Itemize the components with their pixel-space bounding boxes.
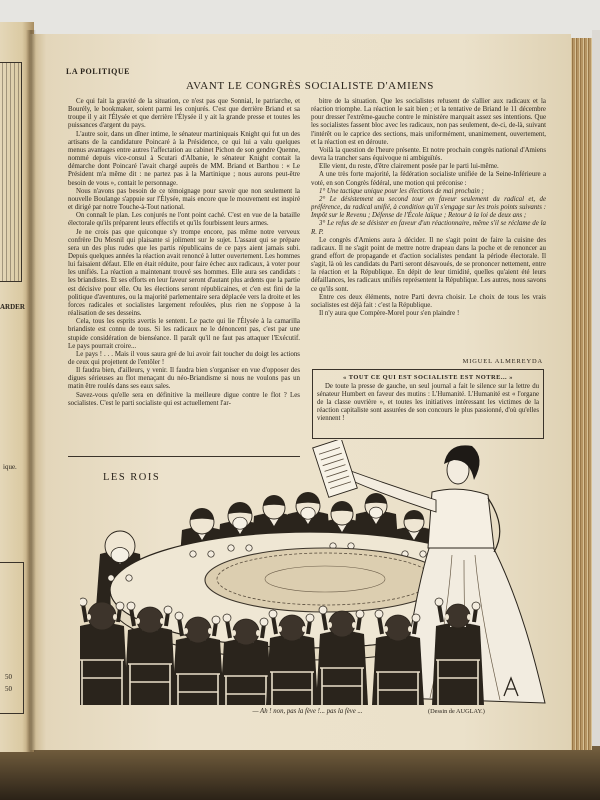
cartoon-title: LES ROIS: [103, 472, 161, 483]
guest-body: [266, 635, 318, 705]
guest-ear: [467, 614, 471, 620]
facing-page-box-frame: [0, 562, 24, 714]
guest-hand: [269, 610, 277, 618]
guest-head: [185, 617, 211, 643]
article-paragraph: Je ne crois pas que quiconque s'y trompe encore, pas même notre verveux confrère Du Mesnil qui plaisante si joliment sur le sujet. L'assaut qui se prépare sera un des plus rudes que les partis républicains de ce pays aient jamais subi. Depuis quelques années la réaction avait renoncé à lutter ouvertement. Les hommes lui faisaient défaut. Elle en était réduite, pour faire échec aux radicaux, à voter pour les unifiés. La réaction a maintenant trouvé ses hommes. Elle aura ses candidats : les briandistes. Et ses efforts en leur faveur seront d'autant plus ardents que la partie est décisive pour elle. Ou les élections seront républicaines, et c'en est fini de la politique d'aventures, ou la majorité parlementaire sera déplacée vers la droite et les forces radicales et socialistes largement refoulées, plus rien ne s'oppose à la réalisation de ses desseins.: [68, 228, 300, 318]
article-paragraph: On connaît le plan. Les conjurés ne l'ont point caché. C'est en vue de la bataille électorale qu'ils préparent leurs effectifs et qu'ils fourbissent leurs armes.: [68, 212, 300, 228]
background-margin: [592, 30, 600, 750]
article-title: AVANT LE CONGRÈS SOCIALISTE D'AMIENS: [186, 80, 434, 92]
guest-beard: [111, 548, 129, 563]
guest-hair: [296, 492, 320, 504]
guest-hand: [246, 545, 252, 551]
facing-page-fragment: ARDER: [0, 303, 25, 311]
guest-body: [372, 635, 424, 705]
guest-hand: [116, 602, 124, 610]
guest-hair: [263, 495, 285, 506]
guest-hair: [404, 510, 424, 520]
article-paragraph: Elle vient, du reste, d'être clairement posée par le parti lui-même.: [319, 163, 499, 171]
guest-hand: [164, 606, 172, 614]
binding-gutter-shadow: [26, 30, 36, 752]
facing-page-fragment: ique.: [3, 463, 17, 471]
guest-hand: [223, 614, 231, 622]
cartoon-caption: — Ah ! non, pas la fève !... pas la fève ...: [252, 708, 363, 715]
guest-ear: [87, 614, 91, 620]
article-paragraph: Il faudra bien, d'ailleurs, y venir. Il faudra bien s'organiser en vue d'opposer des digues sérieuses au flot menaçant du néo-Briandisme si nous ne voulons pas un matin être roulés dans ses eaux sales.: [68, 367, 300, 391]
guest-ear: [232, 630, 236, 636]
guest-head: [385, 615, 411, 641]
guest-head: [329, 611, 355, 637]
cartoon-credit: (Dessin de AUGLAY.): [428, 708, 485, 715]
article-left-column: [68, 98, 300, 454]
marianne-raised-arm: [348, 470, 436, 512]
guest-hand: [319, 606, 327, 614]
guest-head: [88, 602, 116, 630]
guest-hair: [365, 493, 387, 504]
guest-hand: [80, 598, 87, 606]
cartoon-drawing: [80, 440, 550, 705]
guest-hand: [228, 545, 234, 551]
facing-page-fragment: 50: [5, 685, 12, 693]
notice-heading: « TOUT CE QUI EST SOCIALISTE EST NOTRE... »: [343, 374, 513, 381]
guest-body: [432, 623, 484, 705]
guest-ear: [302, 626, 306, 632]
guest-ear: [160, 618, 164, 624]
guest-body: [124, 627, 176, 705]
article-paragraph: Le pays ! . . . Mais il vous saura gré de lui avoir fait toucher du doigt les actions de ceux qui projettent de l'entôler !: [68, 350, 300, 366]
guest-hand: [375, 610, 383, 618]
guest-hand: [356, 610, 364, 618]
guest-head: [137, 607, 163, 633]
article-paragraph: Voilà la question de l'heure présente. Et notre prochain congrès national d'Amiens devra la trancher sans équivoque ni ambiguïtés.: [311, 146, 546, 163]
guest-ear: [408, 626, 412, 632]
guest-ear: [328, 622, 332, 628]
guest-hand: [412, 614, 420, 622]
article-paragraph: Entre ces deux éléments, notre Parti devra choisir. Le choix de tous les vrais socialistes est déjà fait : c'est la République.: [311, 293, 546, 309]
guest-hand: [108, 575, 114, 581]
author-signature: MIGUEL ALMEREYDA: [462, 358, 543, 365]
section-label: LA POLITIQUE: [66, 67, 131, 76]
guest-ear: [208, 628, 212, 634]
page-stack-edges: [569, 38, 592, 750]
article-paragraph: Nous n'avons pas besoin de ce témoignage pour savoir que non seulement la nouvelle Boulange s'appuie sur l'Élysée, mais encore que le mouvement est inspiré et dirigé par notre Touche-à-Tout national.: [68, 187, 300, 212]
facing-page-illustration-frame: [0, 62, 22, 282]
guest-hair: [331, 501, 353, 512]
article-paragraph: Le congrès d'Amiens aura à décider. Il ne s'agit point de faire la cuisine des radicaux. Il ne s'agit point de mettre notre drapeau dans la poche et de renoncer au grand effort de propagande et d'action socialistes pendant la période électorale. Il s'agit, là où les candidats du Parti seront désavoués, de se prononcer nettement, entre la réaction et la République. En dépit de leur timidité, quelles qu'aient été leurs défaillances, les radicaux unifiés représentent la République. Les autres, nous savons ce qu'ils sont.: [311, 236, 546, 293]
guest-hand: [472, 602, 480, 610]
motion-point: 3° Le refus de se désister en faveur d'un réactionnaire, même s'il se réclame de la R. P.: [311, 220, 546, 236]
guest-beard: [233, 517, 247, 529]
guest-ear: [256, 630, 260, 636]
guest-body: [80, 623, 128, 705]
guest-raised-arm: [83, 604, 86, 622]
article-paragraph: Savez-vous qu'elle sera en définitive la meilleure digue contre le flot ? Les socialistes. C'est le parti socialiste qui est actuellement l'ar-: [68, 391, 300, 407]
guest-head: [446, 604, 470, 628]
guest-ear: [352, 622, 356, 628]
galette-cake: [205, 548, 445, 612]
guest-hand: [126, 575, 132, 581]
guest-beard: [301, 507, 315, 519]
motion-point: 2° Le désistement au second tour en faveur seulement du radical et, de préférence, du radical unifié, à condition qu'il s'engage sur les trois points suivants : Impôt sur le Revenu ; Défense de l'École laïque ; Retour à la loi de deux ans ;: [311, 195, 546, 220]
guest-beard: [369, 507, 382, 518]
guest-ear: [445, 614, 449, 620]
article-paragraph: A une très forte majorité, la fédération socialiste unifiée de la Seine-Inférieure a voté, en son Congrès fédéral, une motion qui préconise :: [311, 171, 546, 187]
article-right-column: [311, 98, 546, 356]
guest-hand: [212, 616, 220, 624]
guest-head: [233, 619, 259, 645]
guest-ear: [384, 626, 388, 632]
notice-box: [312, 369, 544, 439]
guest-hair: [190, 508, 214, 520]
guest-hand: [208, 551, 214, 557]
guest-hand: [127, 602, 135, 610]
facing-page-fragment: 50: [5, 673, 12, 681]
binding-bottom-shadow: [0, 746, 600, 800]
article-paragraph: Il n'y aura que Compère-Morel pour s'en plaindre !: [319, 310, 460, 318]
guest-ear: [136, 618, 140, 624]
motion-point: 1° Une tactique unique pour les élections de mai prochain ;: [319, 187, 484, 195]
article-paragraph: Ce qui fait la gravité de la situation, ce n'est pas que Sonnial, le patriarche, et Bourély, le bookmaker, soient parmi les conjurés. C'est que derrière Briand et sa troupe il y ait l'Élysée et que derrière l'Élysée il y ait la grande presse et toutes les puissances d'argent du pays.: [68, 98, 300, 130]
guest-body: [220, 639, 272, 705]
guest-head: [279, 615, 305, 641]
newspaper-held: [313, 440, 358, 497]
notice-body: De toute la presse de gauche, un seul journal a fait le silence sur la lettre du sénateur Humbert en faveur des mutins : L'Humanité. L'Humanité est « l'organe de la classe ouvrière », et toutes les initiatives intéressant les victimes de la réaction capitaliste sont assurées de son concours le plus passionné, d'où qu'elles viennent !: [317, 383, 539, 423]
guest-hand: [260, 618, 268, 626]
guest-body: [172, 637, 224, 705]
guest-hand: [435, 598, 443, 606]
marianne-bodice: [428, 489, 494, 548]
article-paragraph: bitre de la situation. Que les socialistes refusent de s'allier aux radicaux et la réaction triomphe. La réaction le sait bien ; et la tentative de Briand le 11 décembre pour dresser l'extrême-gauche contre le ministère marquait assez ses intentions. Que les socialistes fassent bloc avec les radicaux, non pas seulement, de-ci, de-là, suivant l'intérêt ou le caprice des sections, mais uniformément, unanimement, ouvertement, et la réaction est en déroute.: [311, 98, 546, 146]
guest-ear: [184, 628, 188, 634]
article-paragraph: Cela, tous les esprits avertis le sentent. Le pacte qui lie l'Élysée à la camarilla briandiste est connu de tous. Si les radicaux ne le dénoncent pas, c'est par une stupide considération de bienséance. Il paraît qu'il ne faut pas attaquer l'Exécutif. Le pays pourrait croire...: [68, 318, 300, 350]
guest-hand: [190, 551, 196, 557]
guest-hair: [228, 502, 252, 514]
article-paragraph: L'autre soir, dans un dîner intime, le sénateur martiniquais Knight qui fut un des artisans de la candidature Poincaré à la Présidence, ce qui lui a valu quelques menus avantages entre autres l'affectation au cabinet Pichon de son gendre Quenne, nommé depuis vice-consul à Scutari d'Albanie, le sénateur Knight contait la démarche dont Poincaré l'avait chargé auprès de MM. Briand et Barthou : « Le Président m'a même dit : ne partez pas à la Martinique ; nous aurons peut-être besoin de vous », contait le personnage.: [68, 130, 300, 187]
guest-hand: [175, 612, 183, 620]
guest-hand: [420, 551, 426, 557]
guest-ear: [113, 614, 117, 620]
guest-ear: [278, 626, 282, 632]
guest-hand: [306, 614, 314, 622]
